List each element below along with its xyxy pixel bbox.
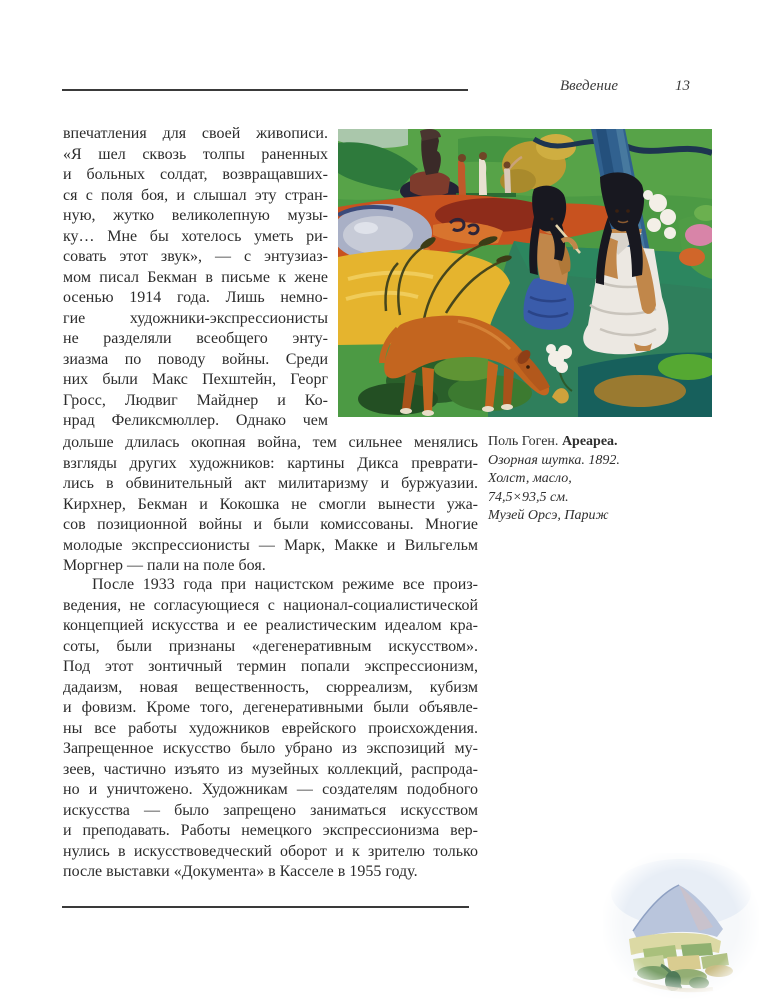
text-line: нулись в искусствоведческий оборот и к зрителю только [63, 842, 478, 860]
text-line: и преподавать. Работы немецкого экспрессионизма вер- [63, 822, 478, 839]
text-line: после выставки «Документа» в Касселе в 1955 году. [63, 863, 418, 880]
text-line: совать этот звук», — с энтузиаз- [63, 248, 328, 265]
text-line: ку… Мне бы хотелось уметь ри- [63, 227, 328, 245]
text-line: Под этот зонтичный термин попали экспрессионизм, [63, 658, 478, 675]
text-line: гие художники-экспрессионисты [63, 309, 328, 327]
text-line: и фовизм. Кроме того, дегенеративными были объявле- [63, 699, 478, 716]
text-line: взгляды других художников: картины Дикса преврати- [63, 454, 478, 472]
text-line: соты, были признаны «дегенеративным искусством». [63, 637, 478, 655]
text-line: сов позиционной войны и были комиссованы. Многие [63, 516, 478, 533]
mountain-watercolor [603, 853, 759, 1000]
text-line: молодые экспрессионисты — Марк, Макке и Вильгельм [63, 536, 478, 554]
caption-artist-line [488, 433, 688, 452]
running-head [560, 78, 690, 95]
caption-title: Ареареа. [561, 434, 618, 449]
text-line: Запрещенное искусство было убрано из экспозиций му- [63, 740, 478, 757]
text-line: лись в обвинительный акт милитаризму и буржуазии. [63, 475, 478, 492]
text-line: Музей Орсэ, Париж [488, 508, 609, 523]
body-paragraph-2 [63, 575, 478, 883]
text-line: Моргнер — пали на поле боя. [63, 557, 266, 574]
caption-artist: Поль Гоген. [488, 434, 562, 449]
figure-caption [488, 433, 688, 526]
body-column-narrow [63, 124, 328, 432]
text-line: «Я шел сквозь толпы раненных [63, 145, 328, 163]
text-line: После 1933 года при нацистском режиме все произ- [92, 576, 478, 593]
watercolor-vignette [603, 853, 759, 1000]
page-number: 13 [675, 78, 690, 94]
text-line: не разделяли всеобщего энту- [63, 330, 328, 347]
text-line: нрад Феликсмюллер. Однако чем [63, 412, 328, 429]
gauguin-arearea-painting [338, 129, 712, 417]
caption-details [488, 452, 688, 526]
text-line: Озорная шутка. 1892. [488, 452, 620, 468]
text-line: но и уничтожено. Художникам — создателям подобного [63, 781, 478, 798]
text-line: Холст, масло, [488, 471, 572, 486]
header-rule [62, 89, 468, 91]
body-paragraph-1 [63, 433, 478, 577]
footer-rule [62, 906, 469, 908]
text-line: концепцией искусства и ее реалистическим идеалом кра- [63, 617, 478, 634]
text-line: ведения, не согласующиеся с национал-социалистической [63, 596, 478, 614]
text-line: них были Макс Пехштейн, Георг [63, 371, 328, 388]
text-line: дольше длилась окопная война, тем сильнее менялись [63, 434, 478, 451]
text-line: Гросс, Людвиг Майднер и Ко- [63, 391, 328, 409]
text-line: ную, жутко великолепную музы- [63, 207, 328, 224]
text-line: искусства — было запрещено заниматься искусством [63, 801, 478, 819]
text-line: ся с поля боя, и слышал эту стран- [63, 186, 328, 204]
text-line: ны все работы художников еврейского происхождения. [63, 719, 478, 737]
text-line: зеев, частично изъято из музейных коллекций, распрода- [63, 760, 478, 778]
text-line: 74,5×93,5 см. [488, 489, 569, 505]
text-line: мом писал Бекман в письме к жене [63, 268, 328, 286]
gauguin-arearea-figure [338, 129, 712, 417]
section-title: Введение [560, 78, 618, 94]
text-line: Кирхнер, Бекман и Кокошка не смогли вынести ужа- [63, 495, 478, 513]
text-line: впечатления для своей живописи. [63, 125, 328, 142]
text-line: и больных солдат, возвращавших- [63, 166, 328, 183]
text-line: зиазма по поводу войны. Среди [63, 350, 328, 368]
text-line: дадаизм, новая вещественность, сюрреализм, кубизм [63, 678, 478, 696]
text-line: осенью 1914 года. Лишь немно- [63, 289, 328, 306]
